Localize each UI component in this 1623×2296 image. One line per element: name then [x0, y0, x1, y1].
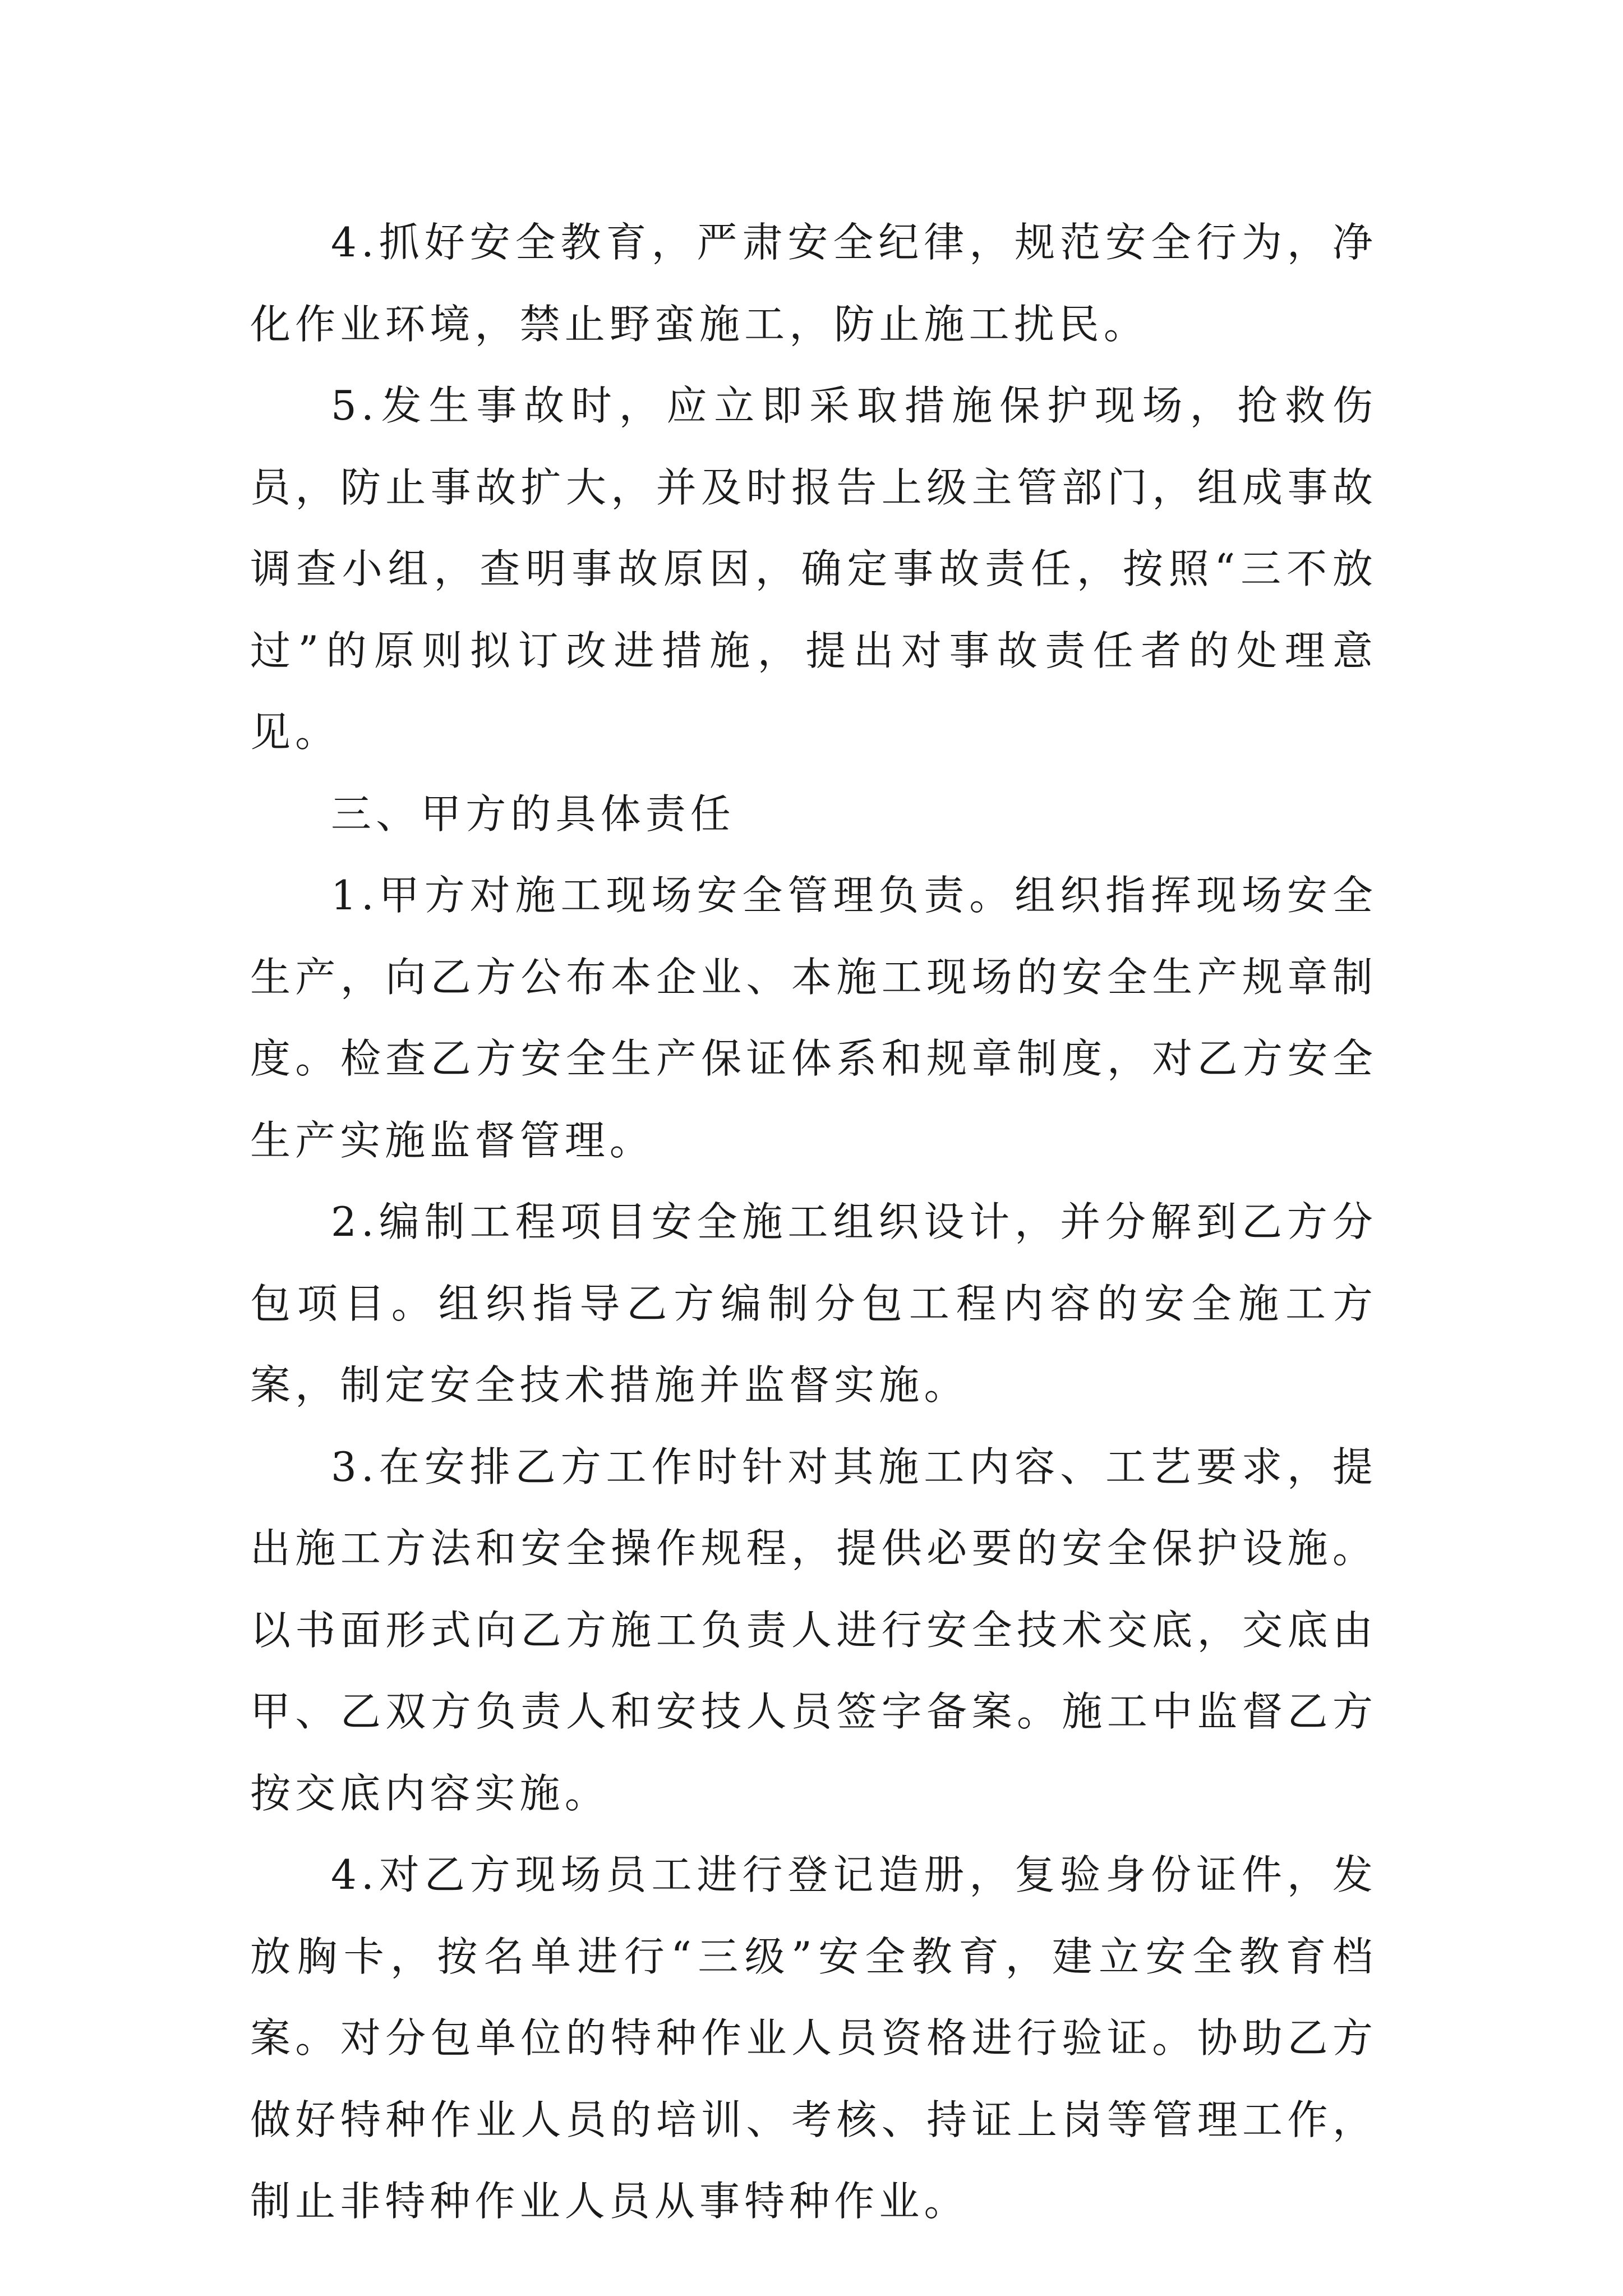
paragraph-item-1-site-safety-management: 1.甲方对施工现场安全管理负责。组织指挥现场安全生产，向乙方公布本企业、本施工现场的安全生产规章制度。检查乙方安全生产保证体系和规章制度，对乙方安全生产实施监督管理。 [250, 872, 1377, 1164]
paragraph-item-3-technical-briefing: 3.在安排乙方工作时针对其施工内容、工艺要求，提出施工方法和安全操作规程，提供必要的安全保护设施。以书面形式向乙方施工负责人进行安全技术交底，交底由甲、乙双方负责人和安技人员签字备案。施工中监督乙方按交底内容实施。 [250, 1443, 1377, 1817]
paragraph-item-4-worker-registration: 4.对乙方现场员工进行登记造册，复验身份证件，发放胸卡，按名单进行“三级”安全教育，建立安全教育档案。对分包单位的特种作业人员资格进行验证。协助乙方做好特种作业人员的培训、考核、持证上岗等管理工作，制止非特种作业人员从事特种作业。 [250, 1851, 1377, 2225]
document-body [250, 202, 1377, 2243]
paragraph-item-4-safety-education: 4.抓好安全教育，严肃安全纪律，规范安全行为，净化作业环境，禁止野蛮施工，防止施工扰民。 [250, 219, 1377, 348]
section-heading-party-a-responsibilities: 三、甲方的具体责任 [331, 790, 735, 838]
paragraph-item-2-construction-organization-design: 2.编制工程项目安全施工组织设计，并分解到乙方分包项目。组织指导乙方编制分包工程内容的安全施工方案，制定安全技术措施并监督实施。 [250, 1198, 1377, 1409]
paragraph-item-5-accident-handling: 5.发生事故时，应立即采取措施保护现场，抢救伤员，防止事故扩大，并及时报告上级主管部门，组成事故调查小组，查明事故原因，确定事故责任，按照“三不放过”的原则拟订改进措施，提出对事故责任者的处理意见。 [250, 382, 1377, 756]
